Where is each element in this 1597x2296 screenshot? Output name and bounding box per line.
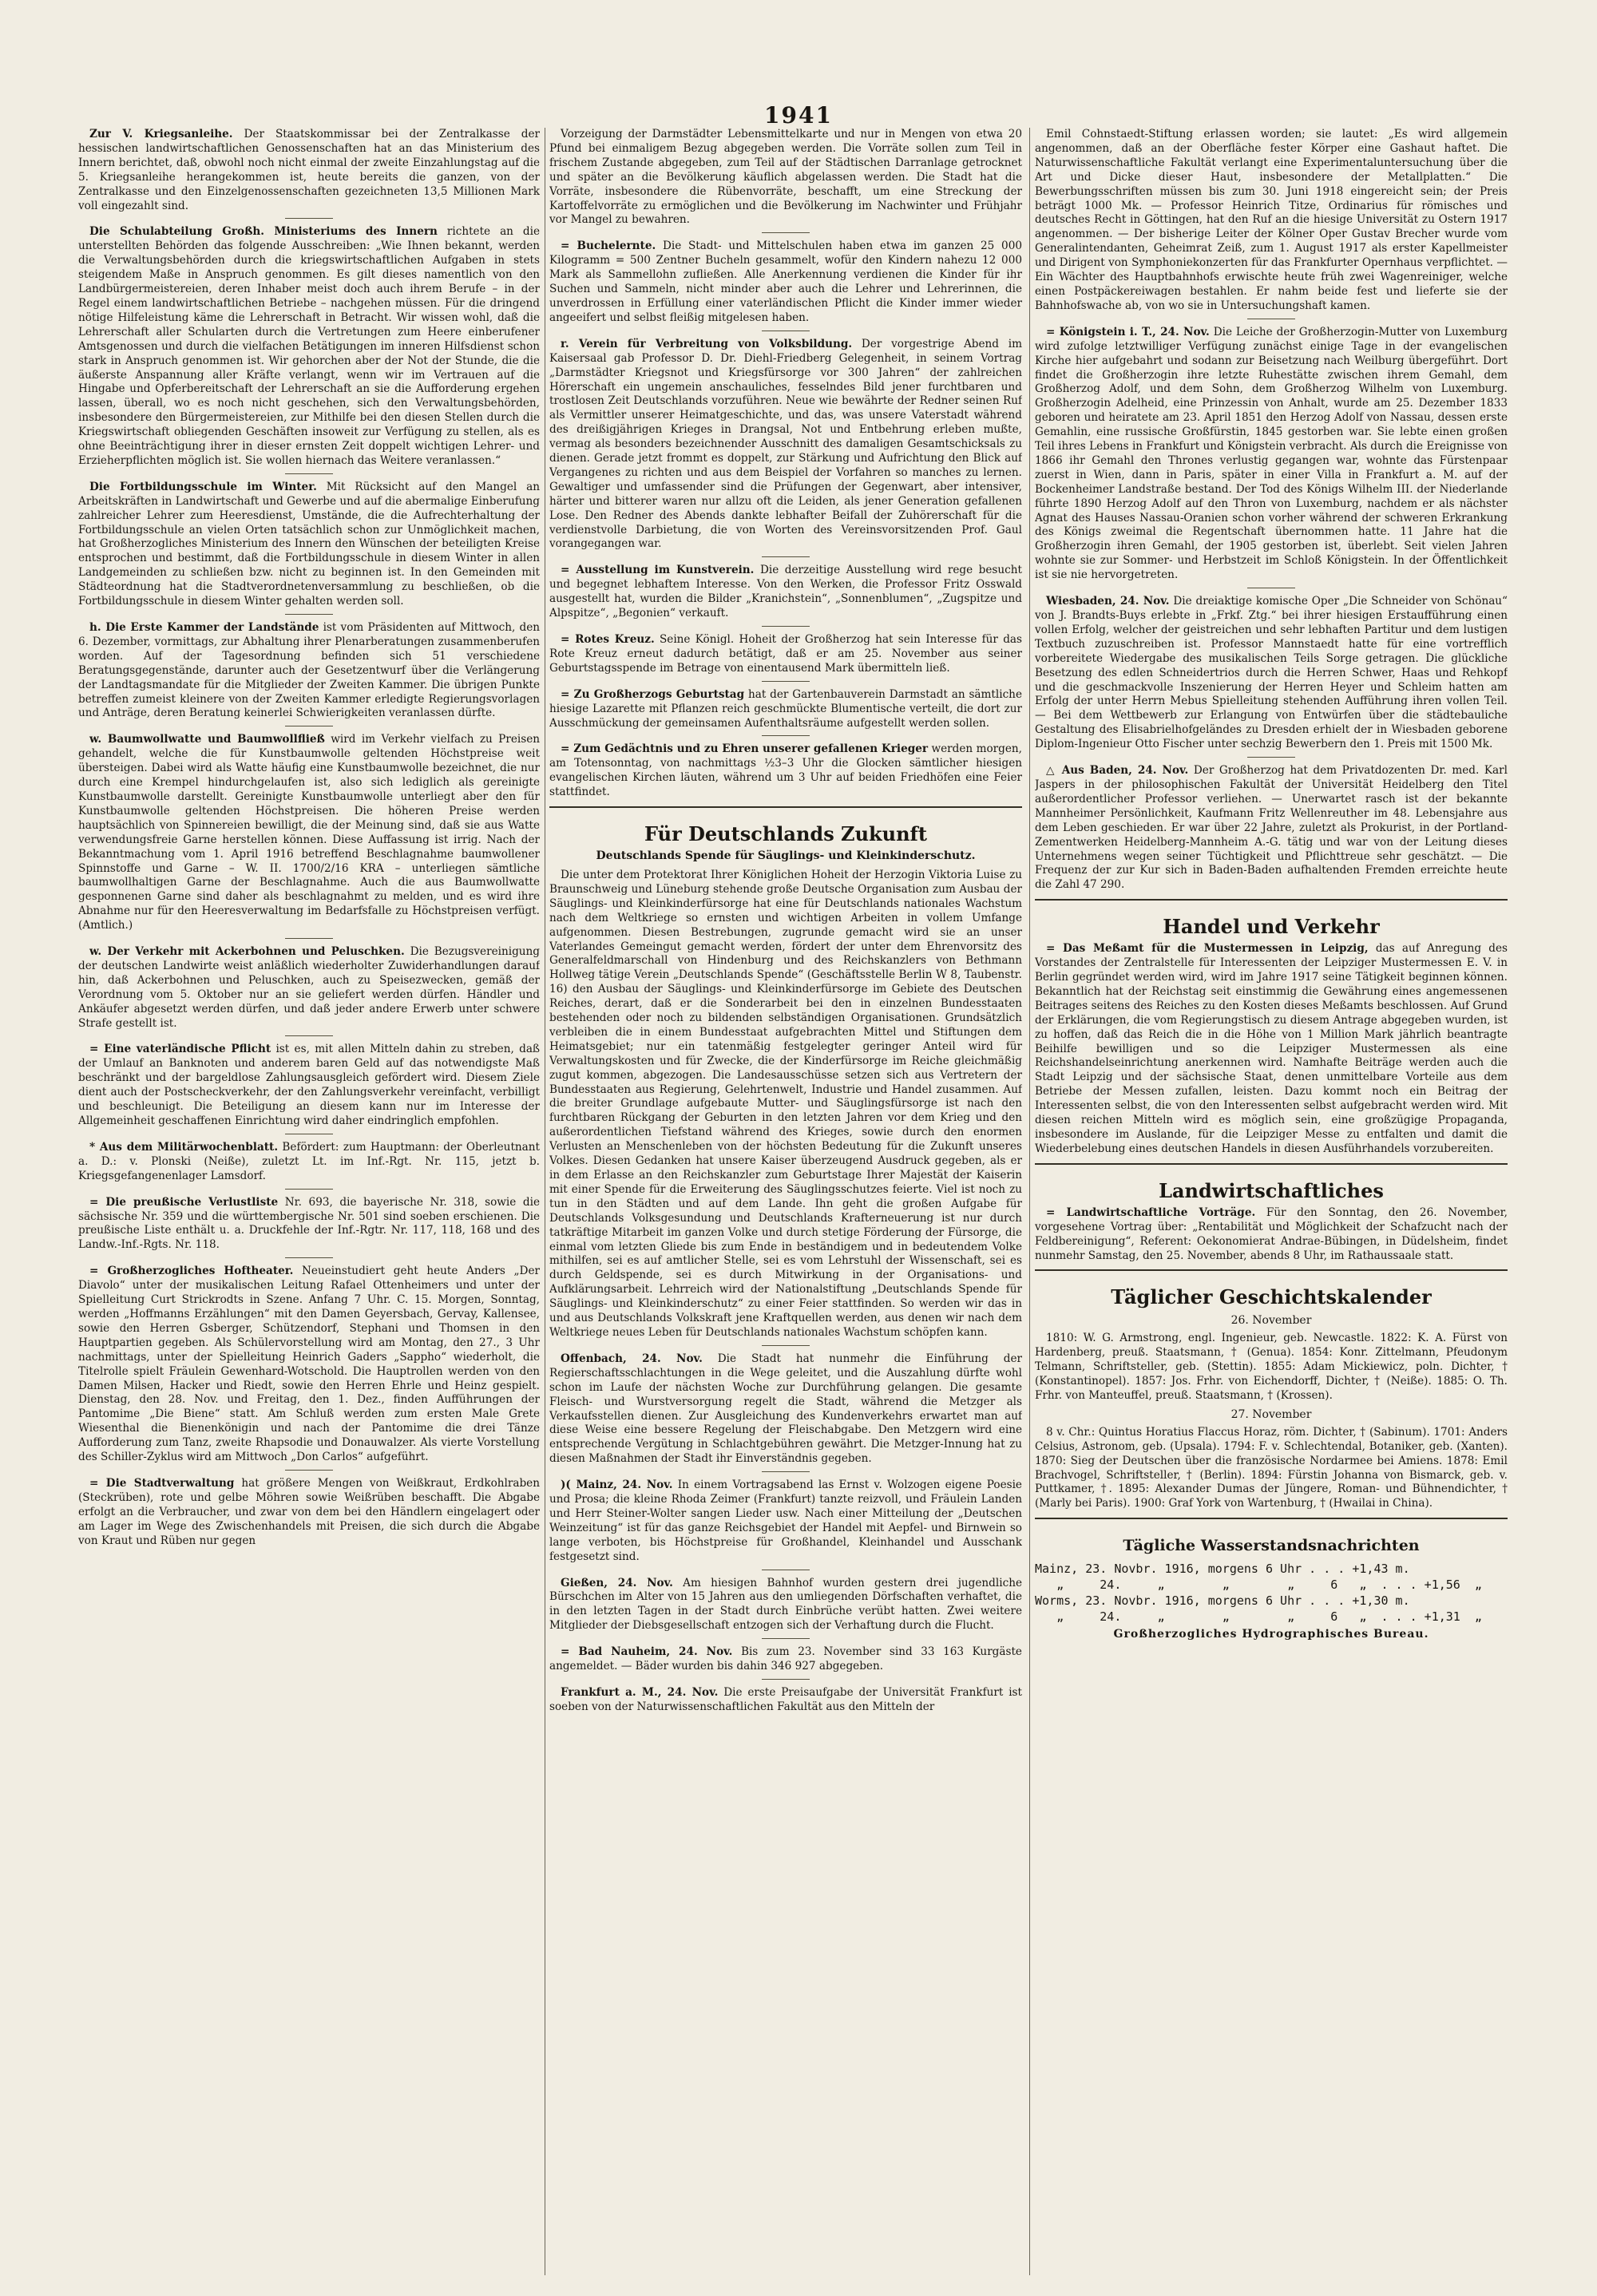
article-title: = Bad Nauheim, 24. Nov. — [561, 1645, 733, 1659]
article-separator — [762, 556, 810, 557]
article-paragraph — [549, 1479, 1022, 1564]
article-separator — [762, 1471, 810, 1472]
article-paragraph — [78, 733, 540, 933]
article-text: In einem Vortragsabend las Ernst v. Wolzogen eigene Poesie und Prosa; die kleine Rhoda Zeimer (Frankfurt) tanzte reizvoll, und Fräulein Landen und Herr Steiner-Wolter sangen Lieder usw. Nach einer Mitteilung der „Deutschen Weinzeitung“ ist für das ganze Reichsgebiet der Handel mit Aepfel- und Birnwein so lange verboten, bis Höchstpreise für Großhandel, Kleinhandel und Ausschank festgesetzt sind. — [549, 1479, 1022, 1563]
article-text: ist es, mit allen Mitteln dahin zu streben, daß der Umlauf an Banknoten und anderem baren Geld auf das notwendigste Maß beschränkt und der bargeldlose Zahlungsausgleich gefördert wird. Diesem Ziele dient auch der Postscheckverkehr, der den Zahlungsverkehr vereinfacht, verbilligt und beschleunigt. Die Beteiligung an diesem kann nur im Interesse der Allgemeinheit geschaffenen Einrichtung wird daher eindringlich empfohlen. — [78, 1043, 540, 1127]
section-heading-zukunft: Für Deutschlands Zukunft — [644, 822, 927, 846]
article-paragraph — [549, 742, 1022, 800]
article-title: = Die Stadtverwaltung — [89, 1476, 235, 1490]
article-paragraph — [78, 1043, 540, 1128]
article-paragraph — [549, 564, 1022, 621]
article-title: Offenbach, 24. Nov. — [561, 1352, 703, 1365]
article-text: Neueinstudiert geht heute Anders „Der Diavolo“ unter der musikalischen Leitung Rafael Ottenheimers und unter der Spielleitung Curt Strickrodts in Szene. Anfang 7 Uhr. C. 15. Morgen, Sonntag, werden „Hoffmanns Erzählungen“ mit den Damen Geyersbach, Gervay, Kallensee, sowie den Herren Gsberger, Schützendorf, Stephani und Thomsen in den Hauptpartien gegeben. Als Schülervorstellung wird am Montag, den 27., 3 Uhr nachmittags, unter der Spielleitung Heinrich Gaders „Sappho“ wiederholt, die Titelrolle spielt Fräulein Gewenhard-Wotschold. Die Hauptrollen werden von den Damen Milsen, Hacker und Riedt, sowie den Herren Ehrle und Heinz gespielt. Dienstag, den 28. Nov. und Freitag, den 1. Dez., finden Aufführungen der Pantomime „Die Biene“ statt. Am Schluß werden zum ersten Male Grete Wiesenthal die Bienenkönigin und nach der Pantomime die drei Tänze Aufforderung zum Tanz, zweite Rhapsodie und Donauwalzer. Als vierte Vorstellung des Schiller-Zyklus wird am Mittwoch „Don Carlos“ aufgeführt. — [78, 1265, 540, 1464]
article-separator — [762, 1345, 810, 1346]
article-text: ist vom Präsidenten auf Mittwoch, den 6. Dezember, vormittags, zur Abhaltung ihrer Plenarberatungen zusammenberufen worden. Auf der Tagesordnung befinden sich 51 verschiedene Beratungsgegenstände, darunter auch der Gesetzentwurf über die Verlängerung der Landtagsmandate für die Mitglieder der Zweiten Kammer. Die übrigen Punkte betreffen zumeist kleinere von der Zweiten Kammer erledigte Regierungsvorlagen und Anträge, deren Beratung keinerlei Schwierigkeiten veranlassen dürfte. — [78, 621, 540, 720]
article-title: Gießen, 24. Nov. — [561, 1576, 673, 1589]
article-paragraph — [1035, 326, 1508, 583]
article-text: werden morgen, am Totensonntag, von nachmittags ½3–3 Uhr die Glocken sämtlicher hiesigen evangelischen Kirchen läuten, während um 3 Uhr auf beiden Friedhöfen eine Feier stattfindet. — [549, 742, 1022, 799]
article-paragraph — [1035, 128, 1508, 314]
section-heading-agriculture: Landwirtschaftliches — [1159, 1178, 1384, 1202]
section-subheading-zukunft: Deutschlands Spende für Säuglings- und Kleinkinderschutz. — [596, 849, 976, 863]
article-text: wird im Verkehr vielfach zu Preisen gehandelt, welche die für Kunstbaumwolle geltenden Höchstpreise weit übersteigen. Dabei wird als Watte häufig eine Kunstbaumwolle bezeichnet, die nur durch eine Krempel hindurchgelaufen ist, also sich lediglich als gereinigte Kunstbaumwolle darstellt. Gereinigte Kunstbaumwolle unterliegt aber den für Kunstbaumwolle geltenden Höchstpreisen. Die höheren Preise werden hauptsächlich von Spinnereien bewilligt, die der Meinung sind, daß sie aus Watte verwendungsfreie Garne herstellen können. Diese Auffassung ist irrig. Nach der Bekanntmachung vom 1. April 1916 betreffend Beschlagnahme baumwollener Spinnstoffe und Garne – W. II. 1700/2/16 KRA – unterliegen sämtliche baumwollhaltigen Garne der Beschlagnahme. Auch die aus Baumwollwatte gesponnenen Garne sind daher als beschlagnahmt zu melden, und es wird ihre Abnahme nur für den Heeresverwaltung im Bedarfsfalle zu Höchstpreisen verfügt. (Amtlich.) — [78, 733, 540, 932]
article-title: = Zum Gedächtnis und zu Ehren unserer gefallenen Krieger — [561, 742, 929, 756]
page-number: 1941 — [764, 102, 833, 129]
article-separator — [762, 1679, 810, 1680]
article-paragraph — [549, 1645, 1022, 1674]
article-text: Die dreiaktige komische Oper „Die Schneider von Schönau“ von J. Brandts-Buys erlebte in „Frkf. Ztg.“ bei ihrer hiesigen Erstaufführung einen vollen Erfolg, welcher der geistreichen und sehr lebhaften Partitur und dem lustigen Textbuch zuzuschreiben ist. Professor Mannstaedt hatte für eine vortrefflich vorbereitete Wiedergabe des musikalischen Teils Sorge getragen. Die glückliche Besetzung des edlen Schneidertrios durch die Herren Schwer, Haas und Rehkopf und die geschmackvolle Inszenierung der Herren Heyer und Schleim hatten am Erfolg der unter Herrn Mebus Spielleitung stehenden Aufführung ihren vollen Teil. — Bei dem Wettbewerb zur Erlangung von Entwürfen über die städtebauliche Gestaltung des Elisabrielhofgeländes zu Dresden erhielt der in Wiesbaden geborene Diplom-Ingenieur Otto Fischer unter sechzig Bewerbern den 1. Preis mit 1500 Mk. — [1035, 595, 1508, 751]
article-title: )( Mainz, 24. Nov. — [561, 1479, 673, 1492]
article-text: das auf Anregung des Vorstandes der Zentralstelle für Interessenten der Leipziger Mustermessen E. V. in Berlin gegründet werden wird, wird im Jahre 1917 seine Tätigkeit beginnen können. Bekanntlich hat der Reichstag seit einstimmig die Gewährung eines angemessenen Beitrages seitens des Reiches zu den Kosten dieses Meßamts beschlossen. Auf Grund der Erklärungen, die vom Regierungstisch zu diesem Antrage abgegeben wurden, ist zu hoffen, daß das Reich die in die Höhe von 1 Million Mark jährlich beantragte Beihilfe bewilligen und so die Leipziger Mustermessen als eine Reichshandelseinrichtung anerkennen wird. Namhafte Beiträge werden auch die Stadt Leipzig und der sächsische Staat, denen unmittelbare Vorteile aus dem Betriebe der Messen zufallen, leisten. Dazu kommt noch ein Beitrag der Interessenten selbst, die von den Interessenten selbst aufgebracht werden wird. Mit diesen reichen Mitteln wird es möglich sein, eine großzügige Propaganda, insbesondere im Auslande, für die Leipziger Messe zu entfalten und damit die Wiederbelebung eines deutschen Handels in diesen Ausführhandels vorzubereiten. — [1035, 942, 1508, 1155]
water-level-row: „ 24. „ „ „ 6 „ . . . +1,56 „ — [1035, 1578, 1482, 1593]
article-paragraph — [1035, 1206, 1508, 1264]
article-title: = Ausstellung im Kunstverein. — [561, 564, 755, 577]
column-1 — [78, 128, 540, 2275]
article-separator — [762, 681, 810, 682]
article-text: Die Stadt- und Mittelschulen haben etwa im ganzen 25 000 Kilogramm = 500 Zentner Bucheln gesammelt, wofür den Kindern nahezu 12 000 Mark als Sammellohn zufließen. Alle Anerkennung verdienen die Kinder für ihr Suchen und Sammeln, nicht minder aber auch die Lehrer und Lehrerinnen, die unverdrossen in Erfüllung einer vaterländischen Pflicht die Kinder immer wieder angeeifert und selbst fleißig mitgelesen haben. — [549, 239, 1022, 324]
column-2-regional-news — [549, 869, 1022, 1715]
article-paragraph — [78, 1477, 540, 1549]
article-text: Seine Königl. Hoheit der Großherzog hat sein Interesse für das Rote Kreuz erneut dadurch betätigt, daß er am 25. November aus seiner Geburtstagsspende im Betrage von einentausend Mark übermitteln ließ. — [549, 633, 1022, 675]
article-text: Der Großherzog hat dem Privatdozenten Dr. med. Karl Jaspers in der philosophischen Fakultät der Universität Heidelberg den Titel außerordentlicher Professor verliehen. — Unerwartet rasch ist der bekannte Mannheimer Persönlichkeit, Kaufmann Fritz Wellenreuther im 48. Lebensjahre aus dem Leben geschieden. Er war über 22 Jahre, zuletzt als Prokurist, in der Portland-Zementwerken Heidelberg-Mannheim A.-G. tätig und war von der Leitung dieses Unternehmens wegen seiner Tüchtigkeit und Pflichttreue sehr geschätzt. — Die Frequenz der zur Kur sich in Baden-Baden aufhaltenden Fremden erreichte heute die Zahl 47 290. — [1035, 764, 1508, 892]
article-separator — [762, 232, 810, 233]
article-text: Die Stadt hat nunmehr die Einführung der Regierschaftsschlachtungen in die Wege geleitet, und die Auszahlung dürfte wohl schon im Laufe der nächsten Woche zur Durchführung gelangen. Die gesamte Fleisch- und Wurstversorgung regelt die Stadt, während die Metzger als Verkaufsstellen dienen. Zur Ausgleichung des Kundenverkehrs erwartet man auf diese Weise eine bessere Regelung der Fleischabgabe. Den Metzgern wird eine entsprechende Vergütung in Schlachtgebühren gewährt. Die Metzger-Innung hat zu diesen Maßnahmen der Stadt ihr Einverständnis gegeben. — [549, 1352, 1022, 1466]
article-title: h. Die Erste Kammer der Landstände — [89, 621, 319, 634]
section-heading-trade: Handel und Verkehr — [1163, 915, 1380, 939]
article-text: Die derzeitige Ausstellung wird rege besucht und begegnet lebhaftem Interesse. Von den Werken, die Professor Fritz Osswald ausgestellt hat, wurden die Bilder „Kranichstein“, „Sonnenblumen“, „Zugspitze und Alpspitze“, „Begonien“ verkauft. — [549, 564, 1022, 620]
article-separator — [762, 626, 810, 627]
section-heading-calendar: Täglicher Geschichtskalender — [1111, 1285, 1432, 1309]
article-separator — [285, 938, 333, 939]
article-title: Zur V. Kriegsanleihe. — [89, 128, 233, 141]
article-paragraph — [549, 688, 1022, 731]
article-title: * Aus dem Militärwochenblatt. — [89, 1140, 279, 1154]
article-separator — [285, 614, 333, 615]
article-text: Emil Cohnstaedt-Stiftung erlassen worden; sie lautet: „Es wird allgemein angenommen, daß an der Oberfläche fester Körper eine Gashaut haftet. Die Naturwissenschaftliche Fakultät verlangt eine Experimentaluntersuchung über die Art und Dicke dieser Haut, insbesondere der Metallplatten.“ Die Bewerbungsschriften müssen bis zum 30. Juni 1918 eingereicht sein; der Preis beträgt 1000 Mk. — Professor Heinrich Titze, Ordinarius für römisches und deutsches Recht in Göttingen, hat den Ruf an die hiesige Universität zu Ostern 1917 angenommen. — Der bisherige Leiter der Kölner Oper Gustav Brecher wurde vom Generalintendanten, Geheimrat Zeiß, zum 1. August 1917 als erster Kapellmeister und Dirigent von Symphoniekonzerten für das Frankfurter Opernhaus verpflichtet. — Ein Wächter des Hauptbahnhofs erwischte heute früh zwei Wagenreiniger, welche einen Postpäckereiwagen bestahlen. Er nahm beide fest und lieferte sie der Bahnhofswache ab, von wo sie in Untersuchungshaft kamen. — [1035, 128, 1508, 312]
article-paragraph — [78, 481, 540, 609]
article-title: = Landwirtschaftliche Vorträge. — [1046, 1205, 1256, 1219]
column-2 — [549, 128, 1022, 2275]
article-text: Die erste Preisaufgabe der Universität Frankfurt ist soeben von der Naturwissenschaftlichen Fakultät aus den Mitteln der — [549, 1686, 1022, 1713]
article-paragraph — [78, 128, 540, 213]
section-divider — [1035, 1163, 1508, 1165]
article-text: Bis zum 23. November sind 33 163 Kurgäste angemeldet. — Bäder wurden bis dahin 346 927 abgegeben. — [549, 1645, 1022, 1673]
article-title: w. Der Verkehr mit Ackerbohnen und Peluschken. — [89, 945, 405, 959]
article-paragraph — [78, 945, 540, 1031]
article-text: Die unter dem Protektorat Ihrer Königlichen Hoheit der Herzogin Viktoria Luise zu Braunschweig und Lüneburg stehende große Deutsche Organisation zum Ausbau der Säuglings- und Kleinkinderfürsorge hat eine für Deutschlands nationales Wachstum nach dem Weltkriege so ernsten und wichtigen Arbeiten in vollem Umfange aufgenommen. Diesen Bestrebungen, zugrunde gemacht wird sie an unser Vaterlandes Gemeingut gemacht werden, fördert der unter dem Ehrenvorsitz des Generalfeldmarschall von Hindenburg und des Reichskanzlers von Bethmann Hollweg tätige Verein „Deutschlands Spende“ (Geschäftsstelle Berlin W 8, Taubenstr. 16) den Ausbau der Säuglings- und Kleinkinderfürsorge im Gebiete des Deutschen Reiches, derart, daß er die Sonderarbeit bei den in einzelnen Bundesstaaten bestehenden oder noch zu bildenden selbständigen Organisationen. Grundsätzlich verbleiben die in einem Bundesstaat aufgebrachten Mittel und Stiftungen dem Heimatsgebiet; nur ein tatenmäßig festgelegter geringer Anteil wird für Verwaltungskosten und für Zwecke, die der Kinderfürsorge im Reiche gleichmäßig zugut kommen, abgezogen. Die Landesausschüsse setzen sich aus Vertretern der Bundesstaaten aus Regierung, Gelehrtenwelt, Industrie und Handel zusammen. Auf die breiter Grundlage aufgebaute Mutter- und Säuglingsfürsorge ist nach den furchtbaren Rückgang der Geburten in den letzten Jahren vor dem Krieg und den außerordentlichen Tiefstand während des Krieges, sowie durch den enormen Verlusten an Menschenleben von der höchsten Bedeutung für die Zukunft unseres Volkes. Diesen Gedanken hat unsere Kaiser überzeugend Ausdruck gegeben, als er in dem Erlasse an den Reichskanzler zum Geburtstage Ihrer Majestät der Kaiserin mit einer Spende für die Erweiterung des Säuglingsschutzes feierte. Viel ist noch zu tun in den Städten und auf dem Lande. Ihn geht die großen Aufgabe für Deutschlands Volksgesundung und Deutschlands Krafterneuerung ist nur durch tatkräftige Mitarbeit im ganzen Volke und durch stetige Förderung der Fürsorge, die einmal vom letzten Gliede bis zum Ende in beständigem und in bedeutendem Volke mithilfen, sei es auf amtlicher Stelle, sei es vom Lehrstuhl der Wissenschaft, sei es durch Geldspende, sei es durch Mitwirkung in der Organisations- und Aufklärungsarbeit. Lehrreich wird der Nationalstiftung „Deutschlands Spende für Säuglings- und Kleinkinderschutz“ zu einer Feier stattfinden. So werden wir das in und aus Deutschlands Volkskraft jene Kraftquellen werden, aus denen wir nach dem Weltkriege neues Leben für Deutschlands nationales Wachstum schöpfen kann. — [549, 868, 1022, 1339]
article-paragraph — [78, 1196, 540, 1253]
calendar-date: 27. November — [1230, 1407, 1312, 1421]
agriculture-articles — [1035, 1206, 1508, 1264]
article-title: △ Aus Baden, 24. Nov. — [1046, 764, 1189, 778]
water-level-row: „ 24. „ „ „ 6 „ . . . +1,31 „ — [1035, 1609, 1482, 1625]
article-paragraph — [549, 1577, 1022, 1634]
article-separator — [285, 473, 333, 474]
article-separator — [285, 1035, 333, 1036]
article-text: hat größere Mengen von Weißkraut, Erdkohlraben (Steckrüben), rote und gelbe Möhren sowie Weißrüben beschafft. Die Abgabe erfolgt an die Verbraucher, und zwar von dem bei den Händlern eingelagert oder am Lager im Wege des Zwischenhandels mit Preisen, die sich durch die Abgabe von Kraut und Rüben nur gegen — [78, 1476, 540, 1547]
article-paragraph — [549, 869, 1022, 1340]
article-text: Nr. 693, die bayerische Nr. 318, sowie die sächsische Nr. 359 und die württembergische Nr. 501 sind soeben erschienen. Die preußische Liste enthält u. a. Druckfehle der Inf.-Rgtr. Nr. 117, 118, 168 und des Landw.-Inf.-Rgts. Nr. 118. — [78, 1195, 540, 1252]
article-separator — [285, 1189, 333, 1190]
article-paragraph — [78, 1141, 540, 1184]
article-title: = Rotes Kreuz. — [561, 633, 655, 646]
article-text: hat der Gartenbauverein Darmstadt an sämtliche hiesige Lazarette mit Pflanzen reich geschmückte Blumentische verteilt, die dort zur Ausschmückung der gemeinsamen Aufenthaltsräume aufgestellt werden sollen. — [549, 687, 1022, 730]
section-divider — [1035, 1269, 1508, 1271]
article-title: = Königstein i. T., 24. Nov. — [1046, 325, 1210, 338]
article-title: w. Baumwollwatte und Baumwollfließ — [89, 733, 325, 746]
article-separator — [285, 218, 333, 219]
article-separator — [762, 735, 810, 736]
article-title: = Großherzogliches Hoftheater. — [89, 1265, 294, 1278]
article-paragraph — [1035, 942, 1508, 1157]
article-title: Die Schulabteilung Großh. Ministeriums des Innern — [89, 225, 438, 239]
article-text: Am hiesigen Bahnhof wurden gestern drei jugendliche Bürschchen im Alter von 15 Jahren aus den umliegenden Dörfschaften verhaftet, die in den letzten Tagen in der Stadt durch Einbrüche verübt hatten. Zwei weitere Mitglieder der Diebsgesellschaft entzogen sich der Verhaftung durch die Flucht. — [549, 1576, 1022, 1633]
article-text: Mit Rücksicht auf den Mangel an Arbeitskräften in Landwirtschaft und Gewerbe und auf die abermalige Einberufung zahlreicher Lehrer zum Heeresdienst, Umstände, die die Aufrechterhaltung der Fortbildungsschule an vielen Orten tatsächlich schon zur Unmöglichkeit machen, hat Großherzogliches Ministerium des Innern den Wünschen der beteiligten Kreise entsprochen und bestimmt, daß die Fortbildungsschule in diesem Winter in allen Landgemeinden zu schließen bzw. nicht zu beginnen ist. In den Gemeinden mit Städteordnung hat die Stadtverordnetenversammlung zu beschließen, ob die Fortbildungsschule in diesem Winter gehalten werden soll. — [78, 480, 540, 608]
column-3-regional-news — [1035, 128, 1508, 893]
article-paragraph — [549, 633, 1022, 676]
water-level-row: Worms, 23. Novbr. 1916, morgens 6 Uhr . . . +1,30 m. — [1035, 1593, 1410, 1609]
trade-articles — [1035, 942, 1508, 1157]
article-title: Frankfurt a. M., 24. Nov. — [561, 1686, 719, 1699]
article-text: Der Staatskommissar bei der Zentralkasse der hessischen landwirtschaftlichen Genossenschaften hat an das Ministerium des Innern berichtet, daß, obwohl noch nicht einmal der zweite Einzahlungstag auf die 5. Kriegsanleihe herangekommen ist, heute bereits die ganzen, von der Zentralkasse und den Einzelgenossenschaften gezeichneten 13,5 Millionen Mark voll eingezahlt sind. — [78, 128, 540, 212]
article-text: Befördert: zum Hauptmann: der Oberleutnant a. D.: v. Plonski (Neiße), zuletzt Lt. im Inf.-Rgt. Nr. 115, jetzt b. Kriegsgefangenenlager Lamsdorf. — [78, 1140, 540, 1182]
article-separator — [1247, 757, 1295, 758]
article-separator — [762, 1638, 810, 1639]
history-calendar — [1035, 1314, 1508, 1511]
section-divider — [1035, 1518, 1508, 1519]
water-levels — [1035, 1561, 1508, 1625]
article-text: Für den Sonntag, den 26. November, vorgesehene Vortrag über: „Rentabilität und Möglichkeit der Schafzucht nach der Feldbereinigung“, Referent: Oekonomierat Andrae-Bübingen, in Düdelsheim, findet nunmehr Samstag, den 25. November, abends 8 Uhr, im Rathaussaale statt. — [1035, 1205, 1508, 1262]
column-3 — [1035, 128, 1508, 2275]
article-paragraph — [549, 128, 1022, 228]
article-title: Wiesbaden, 24. Nov. — [1046, 595, 1170, 608]
article-title: = Zu Großherzogs Geburtstag — [561, 687, 745, 701]
article-title: = Das Meßamt für die Mustermessen in Leipzig, — [1046, 942, 1369, 956]
calendar-entries: 8 v. Chr.: Quintus Horatius Flaccus Horaz, röm. Dichter, † (Sabinum). 1701: Anders Celsius, Astronom, geb. (Upsala). 1794: F. v. Schlechtendal, Botaniker, geb. (Xanten). 1870: Sieg der Deutschen über die französische Nordarmee bei Amiens. 1878: Emil Brachvogel, Schriftsteller, † (Berlin). 1894: Fürstin Johanna von Bismarck, geb. v. Puttkamer, †. 1895: Alexander Dumas der Jüngere, Roman- und Bühnendichter, † (Marly bei Paris). 1900: Graf York von Wartenburg, † (Hwailai in China). — [1035, 1425, 1508, 1510]
article-paragraph — [549, 338, 1022, 552]
article-paragraph — [78, 225, 540, 468]
article-title: = Buchelernte. — [561, 239, 656, 253]
calendar-entries: 1810: W. G. Armstrong, engl. Ingenieur, geb. Newcastle. 1822: K. A. Fürst von Hardenberg, preuß. Staatsmann, † (Genua). 1854: Konr. Zittelmann, Pfeudonym Telmann, Schriftsteller, geb. (Stettin). 1855: Adam Mickiewicz, poln. Dichter, † (Konstantinopel). 1857: Jos. Frhr. von Eichendorff, Dichter, † (Neiße). 1885: O. Th. Frhr. von Manteuffel, preuß. Staatsmann, † (Krossen). — [1035, 1332, 1508, 1402]
article-paragraph — [1035, 595, 1508, 752]
article-paragraph — [78, 621, 540, 721]
article-text: Die Bezugsvereinigung der deutschen Landwirte weist anläßlich wiederholter Zuwiderhandlungen darauf hin, daß Ackerbohnen und Peluschken, auch zu Speisezwecken, gemäß der Verordnung vom 5. Oktober nur an sie geliefert werden dürfen. Händler und Ankäufer abgesetzt werden dürfen, und daß jeder andere Erwerb unter schwere Strafe gestellt ist. — [78, 945, 540, 1030]
article-title: Die Fortbildungsschule im Winter. — [89, 480, 317, 493]
article-paragraph — [549, 1686, 1022, 1715]
article-title: = Eine vaterländische Pflicht — [89, 1043, 271, 1056]
section-divider — [1035, 899, 1508, 901]
article-separator — [285, 1470, 333, 1471]
section-heading-water: Tägliche Wasserstandsnachrichten — [1123, 1537, 1420, 1555]
article-paragraph — [1035, 764, 1508, 893]
calendar-date: 26. November — [1230, 1314, 1312, 1328]
article-text: Vorzeigung der Darmstädter Lebensmittelkarte und nur in Mengen von etwa 20 Pfund bei einmaligem Bezug abgegeben werden. Die Vorräte sollen zum Teil in frischem Zustande abgegeben, zum Teil auf der Städtischen Darranlage getrocknet und später an die Bevölkerung käuflich abgelassen werden. Die Stadt hat die Vorräte, insbesondere die Rübenvorräte, beschafft, um eine Streckung der Kartoffelvorräte zu ermöglichen und die Bevölkerung im Nachwinter und Frühjahr vor Mangel zu bewahren. — [549, 128, 1022, 227]
article-text: Die Leiche der Großherzogin-Mutter von Luxemburg wird zufolge letztwilliger Verfügung zunächst einige Tage in der evangelischen Kirche hier aufgebahrt und sodann zur Beisetzung nach Weilburg übergeführt. Dort findet die Großherzogin ihre letzte Ruhestätte zwischen ihrem Gemahl, dem Großherzog Adolf, und dem Sohn, dem Großherzog Wilhelm von Luxemburg. Großherzogin Adelheid, eine Prinzessin von Anhalt, wurde am 25. Dezember 1833 geboren und heiratete am 23. April 1851 den Herzog Adolf von Nassau, dessen erste Gemahlin, eine russische Großfürstin, 1845 gestorben war. Sie lebte einen großen Teil ihres Lebens in Frankfurt und Königstein verbracht. Als durch die Ereignisse von 1866 ihr Gemahl den Thrones verlustig gegangen war, wohnte das Fürstenpaar zuerst in Wien, dann in Paris, später in einer Villa in Frankfurt a. M. auf der Bockenheimer Landstraße bestand. Der Tod des Königs Wilhelm III. der Niederlande führte 1890 Herzog Adolf auf den Thron von Luxemburg, nachdem er als nächster Agnat des Hauses Nassau-Oranien schon vorher während der schweren Erkrankung des Königs zweimal die Regentschaft übernommen hatte. 11 Jahre hat die Großherzogin ihren Gemahl, der 1905 gestorben ist, überlebt. Seit vielen Jahren wohnte sie zur Sommer- und Herbstzeit im Schloß Königstein. In der Öffentlichkeit ist sie nie hervorgetreten. — [1035, 325, 1508, 582]
article-separator — [285, 1257, 333, 1258]
section-divider — [549, 806, 1022, 808]
article-text: richtete an die unterstellten Behörden das folgende Ausschreiben: „Wie Ihnen bekannt, werden die Verwaltungsbehörden durch die kriegswirtschaftlichen Aufgaben in stets steigendem Maße in Anspruch genommen. Es gilt dieses namentlich von den Landbürgermeistereien, deren Inhaber meist doch auch ihrem Berufe – in der Regel einem landwirtschaftlichen Betriebe – nachgehen müssen. Für die dringend nötige Hilfeleistung käme die Lehrerschaft in Betracht. Wir wissen wohl, daß die Lehrerschaft aller Schularten durch die Vertretungen zum Heere einberufener Amtsgenossen und durch die vielfachen Betätigungen im inneren Hilfsdienst schon stark in Anspruch genommen ist. Wir gehorchen aber der Not der Stunde, die die äußerste Anspannung aller Kräfte verlangt, wenn wir im Vertrauen auf die Hingabe und Opferbereitschaft der Lehrerschaft an sie die Aufforderung ergehen lassen, überall, wo es noch nicht geschehen, sich den Verwaltungsbehörden, insbesondere den Bürgermeistereien, zur Mithilfe bei den diesen Stellen durch die Kriegswirtschaft obliegenden Geschäften insoweit zur Verfügung zu stellen, als es ohne Beeinträchtigung ihrer in dieser ernsten Zeit doppelt wichtigen Lehrer- und Erzieherpflichten möglich ist. Sie wollen hiernach das Weitere veranlassen.“ — [78, 225, 540, 467]
water-level-row: Mainz, 23. Novbr. 1916, morgens 6 Uhr . . . +1,43 m. — [1035, 1562, 1410, 1577]
article-text: Der vorgestrige Abend im Kaisersaal gab Professor D. Dr. Diehl-Friedberg Gelegenheit, in seinem Vortrag „Darmstädter Kriegsnot und Kriegsfürsorge vor 300 Jahren“ der zahlreichen Hörerschaft ein ungemein anschauliches, fesselndes Bild jener furchtbaren und trostlosen Zeit Deutschlands vorzuführen. Neue wie bewährte der Redner seinen Ruf als Vermittler unserer Heimatgeschichte, und das, was unsere Vaterstadt während des dreißigjährigen Krieges in Drangsal, Not und Entbehrung erleben mußte, vermag als besonders bezeichnender Ausschnitt des damaligen Gesamtschicksals zu dienen. Gerade jetzt frommt es doppelt, zur Stärkung und Aufrichtung den Blick auf Vergangenes zu richten und aus dem Beispiel der Vorfahren so manches zu lernen. Gewaltiger und umfassender sind die Prüfungen der Gegenwart, aber intensiver, härter und bitterer waren nur allzu oft die Leiden, als jener Generation gefallenen Lose. Den Redner des Abends dankte lebhafter Beifall der Zuhörerschaft für die verdienstvolle Darbietung, die von Worten des Vereinsvorsitzenden Prof. Gaul vorangegangen war. — [549, 337, 1022, 551]
column-2-local-news — [549, 128, 1022, 800]
article-paragraph — [78, 1265, 540, 1465]
water-bureau-notice: Großherzogliches Hydrographisches Bureau. — [1113, 1628, 1429, 1641]
article-paragraph — [549, 239, 1022, 325]
article-title: = Die preußische Verlustliste — [89, 1195, 279, 1209]
article-paragraph — [549, 1352, 1022, 1467]
column-rule-2 — [1029, 128, 1030, 2275]
article-title: r. Verein für Verbreitung von Volksbildung. — [561, 337, 853, 350]
